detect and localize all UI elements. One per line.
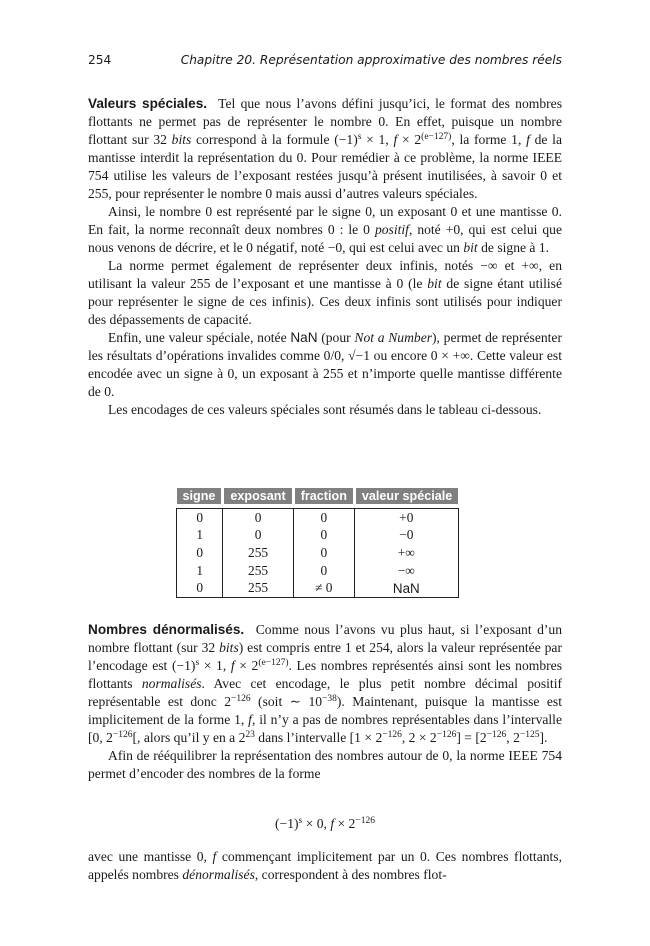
text-run: (soit ∼ 10 [250,694,323,709]
emphasis-text: bit [463,240,478,255]
section-denormalized [88,621,562,783]
table-cell: 0 [293,562,354,580]
paragraph [88,203,562,257]
table-cell: −∞ [354,562,458,580]
column-header: exposant [223,488,293,504]
superscript: s [195,658,200,668]
display-formula [0,816,650,832]
column-header: fraction [293,488,354,504]
table-cell: +∞ [354,544,458,562]
table-cell: 0 [293,509,354,527]
text-run: ). Maintenant, puisque la mantisse est implicitement de la forme 1, [88,694,562,727]
emphasis-text: normalisés [141,676,202,691]
emphasis-text: f [330,816,335,831]
emphasis-text: f [393,132,398,147]
superscript: −125 [519,730,540,740]
text-run: Tel que nous l’avons défini jusqu’ici, le format des nombres flottants ne permet pas de représenter le nombre 0. En effet, puisque un nombre flottant sur 32 [88,96,562,147]
page-number: 254 [88,53,112,67]
text-run: de signe à 1. [477,240,550,255]
paragraph [88,95,562,203]
chapter-title: Chapitre 20. Représentation approximative des nombres réels [180,53,562,67]
section-special-values [88,95,562,419]
paragraph [88,401,562,419]
text-run: ] = [2 [456,730,487,745]
table-cell: 0 [223,509,293,527]
paragraph [88,329,562,401]
table-cell: 0 [177,544,223,562]
special-values-table [176,488,459,598]
table-row-nan [177,579,459,597]
text-run: . Les nombres représentés ainsi sont les nombres flottants [88,658,562,691]
text-run: , il n’y a pas de nombres représentables dans l’intervalle [0, 2 [88,712,562,745]
superscript: s [298,816,303,826]
paragraph [88,848,562,884]
emphasis-text: f [526,132,530,147]
text-run: avec une mantisse 0, [88,849,213,864]
text-run: Les encodages de ces valeurs spéciales sont résumés dans le tableau ci-dessous. [108,402,542,417]
text-run: , la forme 1, [451,132,527,147]
emphasis-text: f [248,712,252,727]
superscript: 23 [245,730,255,740]
table-cell: 0 [223,527,293,545]
text-run: Afin de rééquilibrer la représentation des nombres autour de 0, la norme IEEE 754 permet d’encoder des nombres de la forme [88,748,562,781]
text-run: ]. [539,730,548,745]
text-run: , 2 × 2 [401,730,437,745]
table-cell: 0 [293,544,354,562]
text-run: correspond à la formule (−1) [191,132,358,147]
text-run: [, alors qu’il y en a 2 [132,730,246,745]
table-cell: 0 [177,579,223,597]
text-run: Enfin, une valeur spéciale, notée [108,330,291,345]
emphasis-text: dénormalisés [182,867,255,882]
text-run: de la mantisse interdit la représentation du 0. Pour remédier à ce problème, la norme IEEE 754 utilise les valeurs de l’exposant restées jusqu’à présent inutilisées, à savoir 0 et 255, pour représenter le nombre 0 mais aussi d’autres valeurs spéciales. [88,132,562,201]
text-run: La norme permet également de représenter deux infinis, notés −∞ et +∞, en utilisant la valeur 255 de l’exposant et une mantisse à 0 (le [88,258,562,291]
superscript: −126 [231,694,251,704]
table-cell: NaN [354,579,458,597]
emphasis-text: f [212,849,217,864]
superscript: −38 [322,694,337,704]
table-cell: 255 [223,562,293,580]
text-run: de signe étant utilisé pour représenter le signe de ces infinis). Ces deux infinis sont utilisés pour indiquer des dépassements de capacité. [88,276,562,327]
nan-symbol: NaN [290,330,318,345]
table-cell: 0 [177,509,223,527]
table-cell: 255 [223,579,293,597]
paragraph [88,747,562,783]
superscript: (e−127) [421,132,452,142]
text-run: × 2 [334,816,356,831]
paragraph-heading: Valeurs spéciales. [88,96,208,111]
table-cell: 255 [223,544,293,562]
text-run: (−1) [275,816,299,831]
text-run: ) est compris entre 1 et 254, alors la valeur représentée par l’encodage est (−1) [88,640,562,673]
paragraph-heading: Nombres dénormalisés. [88,622,245,637]
text-run: ), permet de représenter les résultats d’opérations invalides comme 0/0, √−1 ou encore 0 × +∞. Cette valeur est encodée avec un signe à 0, un exposant à 255 et n’importe quelle mantisse différente de 0. [88,330,562,399]
table-cell: −0 [354,527,458,545]
table-row-positive-infinity [177,544,459,562]
superscript: −126 [112,730,133,740]
superscript: −126 [436,730,457,740]
table-cell: +0 [354,509,458,527]
text-run: Comme nous l’avons vu plus haut, si l’exposant d’un nombre flottant (sur 32 [88,622,563,655]
emphasis-text: bits [171,132,192,147]
text-run: × 1, [199,658,231,673]
superscript: (e−127) [258,658,289,668]
text-run: Ainsi, le nombre 0 est représenté par le signe 0, un exposant 0 et une mantisse 0. En fait, la norme reconnaît deux nombres 0 : le 0 [88,204,562,237]
superscript: −126 [382,730,402,740]
table-cell: ≠ 0 [293,579,354,597]
text-run: (pour [317,330,355,345]
running-header [88,53,562,67]
table-cell: 0 [293,527,354,545]
paragraph [88,621,562,747]
text-run: , correspondent à des nombres flot- [254,867,447,882]
emphasis-text: bits [219,640,239,655]
table-row-positive-zero [177,509,459,527]
text-run: commençant implicitement par un 0. Ces nombres flottants, appelés nombres [88,849,562,882]
superscript: s [357,132,362,142]
table-cell: 1 [177,562,223,580]
table-row-negative-zero [177,527,459,545]
text-run: , noté +0, qui est celui que nous venons de décrire, et le 0 négatif, noté −0, qui est celui avec un [88,222,562,255]
superscript: −126 [486,730,507,740]
emphasis-text: Not a Number [354,330,433,345]
section-continuation [88,848,562,884]
text-run: × 1, [361,132,394,147]
text-run: × 2 [234,658,259,673]
emphasis-text: bit [427,276,442,291]
text-run: , 2 [506,730,520,745]
superscript: −126 [355,816,375,826]
table-header-row [177,488,459,504]
column-header: valeur spéciale [354,488,458,504]
emphasis-text: f [230,658,235,673]
text-run: × 0, [302,816,331,831]
emphasis-text: positif [374,222,409,237]
table-cell: 1 [177,527,223,545]
table-row-negative-infinity [177,562,459,580]
text-run: × 2 [397,132,422,147]
text-run: dans l’intervalle [1 × 2 [254,730,383,745]
text-run: . Avec cet encodage, le plus petit nombre décimal positif représentable est donc 2 [88,676,562,709]
column-header: signe [177,488,223,504]
paragraph [88,257,562,329]
